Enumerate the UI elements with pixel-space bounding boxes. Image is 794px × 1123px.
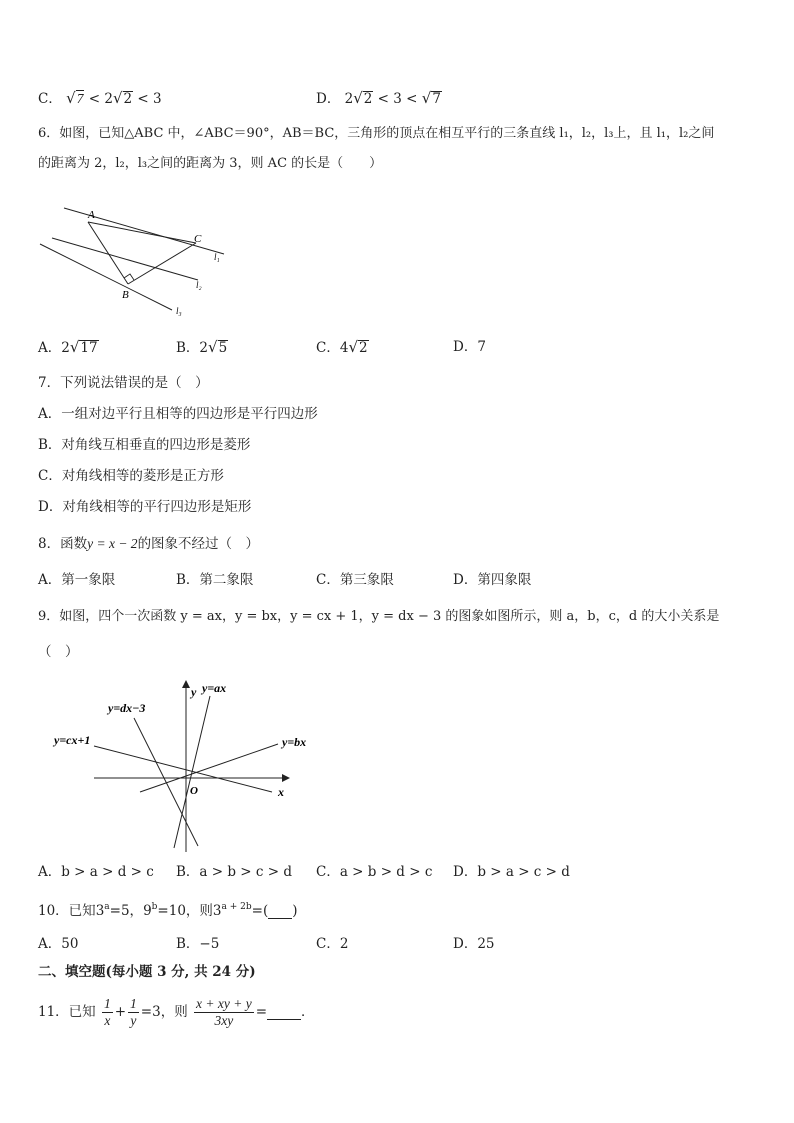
label-b: B [122,289,129,301]
q9-stem-line1: 9．如图，四个一次函数 y = ax，y = bx，y = cx + 1，y = dx − 3 的图象如图所示，则 a，b，c，d 的大小关系是 [38,609,720,624]
q6-stem-line1: 6．如图，已知△ABC 中，∠ABC＝90°，AB＝BC，三角形的顶点在相互平行的三条直线 l₁，l₂，l₃上，且 l₁，l₂之间 [38,126,715,141]
q8-option-b: B．第二象限 [176,572,254,588]
q6-figure [36,196,236,320]
q10-base-9: 9 [143,903,152,919]
q11-answer-blank[interactable] [267,1005,301,1020]
segment-ac [88,222,196,243]
q7-option-d: D．对角线相等的平行四边形是矩形 [38,499,252,515]
q8-function: y = x − 2 [87,536,138,551]
q10-stem [38,897,298,921]
q10-option-d: D．25 [453,936,495,952]
q9-option-c: C．a > b > d > c [316,864,433,880]
q11-frac-3 [194,996,254,1029]
segment-bc [128,243,196,284]
q10-option-b: B．−5 [176,936,220,952]
label-l2: l₂ [196,280,202,290]
label-a: A [88,209,95,221]
q11-end: ． [301,1004,315,1020]
q10-option-a: A．50 [38,936,79,952]
q6-option-a: A．2√17 [38,338,98,356]
q9-option-d: D．b > a > c > d [453,864,570,880]
q6-option-c: C．4√2 [316,338,368,356]
line-l2 [52,238,198,280]
label-origin: O [190,785,198,797]
q8-stem-suffix: 的图象不经过（ ） [137,536,260,552]
q6-option-c-label: C． [316,340,340,356]
q7-option-a: A．一组对边平行且相等的四边形是平行四边形 [38,406,318,422]
line-y-dx3 [134,718,198,846]
label-x-axis: x [278,785,284,799]
segment-ab [88,222,128,284]
x-axis-arrow [282,774,290,782]
q5-option-c-math: √7 < 2√2 < 3 [66,89,162,107]
q11-frac-2-num: 1 [130,996,137,1011]
label-l3: l₃ [176,306,182,316]
q10-stem-prefix: 10．已知 [38,903,96,919]
q11-stem [38,994,315,1030]
label-y-bx: y=bx [282,735,307,749]
q5-option-d-math: 2√2 < 3 < √7 [344,89,441,107]
label-y-cx1: y=cx+1 [54,733,91,747]
q10-exp-a2b: a + 2b [221,902,252,912]
section-2-title: 二、填空题(每小题 3 分, 共 24 分) [38,964,256,980]
q8-stem-prefix: 8．函数 [38,536,88,552]
q10-eq5: =5， [109,903,144,919]
q11-tail: = [255,1004,267,1020]
q10-base-3b: 3 [212,903,222,919]
q8-option-d: D．第四象限 [453,572,532,588]
q10-option-c: C．2 [316,936,349,952]
q8-option-a: A．第一象限 [38,572,116,588]
q10-base-3: 3 [95,903,105,919]
q5-option-c-label: C． [38,91,62,107]
y-axis-arrow [182,680,190,688]
q10-exp-a: a [104,902,110,912]
q11-eq3: =3，则 [140,1004,188,1020]
q11-frac-1 [102,996,113,1029]
q10-close: ) [292,903,298,919]
q9-figure [50,676,320,856]
q11-frac-1-den: x [104,1013,111,1028]
q5-option-d-label: D． [316,91,341,107]
q6-option-b: B．2√5 [176,338,228,356]
line-y-cx1 [94,746,272,792]
label-y-axis: y [191,685,197,699]
line-y-ax [174,696,210,848]
q10-tail: =( [251,903,269,919]
q11-plus: + [114,1004,127,1020]
right-angle-mark [124,274,134,280]
q6-stem-line2: 的距离为 2，l₂，l₃之间的距离为 3，则 AC 的长是（ ） [38,156,383,171]
q6-option-d: D．7 [453,339,486,355]
q11-frac-3-den: 3xy [214,1013,234,1028]
label-y-ax: y=ax [202,681,227,695]
q9-option-a: A．b > a > d > c [38,864,154,880]
q11-prefix: 11．已知 [38,1004,96,1020]
q5-option-d [316,88,442,109]
q11-frac-2-den: y [130,1013,137,1028]
q8-option-c: C．第三象限 [316,572,394,588]
q8-stem [38,534,259,554]
q6-option-b-label: B． [176,340,200,356]
label-y-dx3: y=dx−3 [108,701,146,715]
q9-option-b: B．a > b > c > d [176,864,292,880]
q11-frac-1-num: 1 [103,996,111,1011]
q10-eq10: =10，则 [157,903,213,919]
line-y-bx [140,744,278,792]
q7-option-b: B．对角线互相垂直的四边形是菱形 [38,437,251,453]
q7-option-c: C．对角线相等的菱形是正方形 [38,468,224,484]
q10-answer-blank[interactable] [268,904,292,919]
q5-option-c [38,88,162,109]
q10-exp-b: b [151,902,158,912]
q11-frac-2 [128,996,139,1029]
q7-stem: 7．下列说法错误的是（ ） [38,375,209,391]
q11-frac-3-num: x + xy + y [196,996,252,1011]
label-c: C [194,233,202,245]
q6-option-a-label: A． [38,340,62,356]
q9-stem-line2: （ ） [38,644,79,660]
label-l1: l₁ [214,252,220,262]
